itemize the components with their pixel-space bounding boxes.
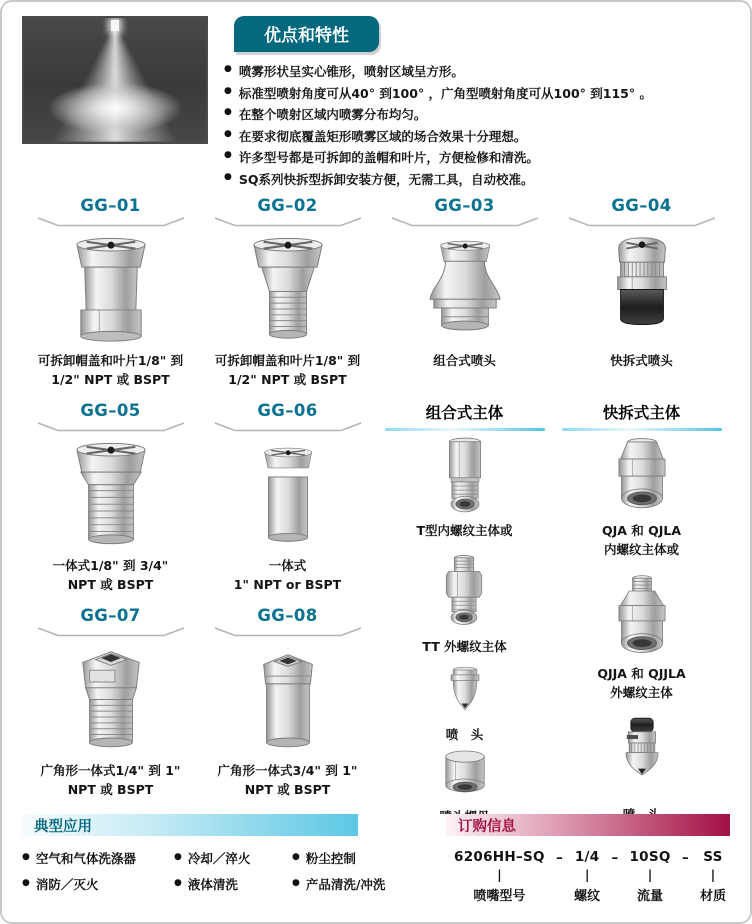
order-part-material: SS | 材质	[699, 849, 726, 904]
product-caption: 广角形一体式1/4" 到 1" NPT 或 BSPT	[40, 763, 181, 798]
feature-text: SQ系列快拆型拆卸安装方便，无需工具，自动校准。	[238, 171, 534, 187]
features-list	[224, 61, 732, 190]
bracket-line	[212, 421, 364, 433]
bullet-icon: ●	[224, 171, 232, 182]
bullet-icon: ●	[22, 852, 30, 862]
bullet-icon: ●	[224, 64, 232, 74]
gg02-product-image	[229, 231, 347, 347]
ordering-title-bar: 订购信息	[446, 814, 730, 836]
product-card-gg01	[35, 196, 187, 401]
product-id: GG–08	[257, 606, 318, 625]
combo-tip-image	[430, 663, 500, 723]
product-caption: 广角形一体式3/4" 到 1" NPT 或 BSPT	[217, 763, 358, 798]
application-item: ● 液体清洗	[174, 877, 238, 893]
product-id: GG–02	[257, 196, 318, 215]
feature-text: 许多型号都是可拆卸的盖帽和叶片，方便检修和清洗。	[238, 150, 539, 165]
application-item: ● 消防／灭火	[22, 877, 99, 893]
feature-text: 喷雾形状呈实心锥形，喷射区域呈方形。	[238, 64, 464, 79]
product-id: GG–03	[434, 196, 495, 215]
product-caption: 可拆卸帽盖和叶片1/8" 到 1/2" NPT 或 BSPT	[214, 353, 361, 388]
gg05-product-image	[52, 436, 170, 552]
application-item: ● 空气和气体洗涤器	[22, 851, 136, 866]
gg04-product-image	[583, 231, 701, 347]
item-caption: QJJA 和 QJJLA 外螺纹主体	[597, 666, 686, 701]
feature-item	[224, 61, 732, 83]
application-item: ● 粉尘控制	[292, 851, 356, 866]
tt-body-image	[423, 553, 505, 635]
quick-section-header	[562, 401, 722, 435]
quick-tip-image	[602, 715, 682, 803]
grid-column-3	[376, 196, 553, 835]
ordering-info-block	[446, 814, 730, 922]
features-panel	[224, 16, 732, 190]
applications-list	[22, 851, 414, 894]
product-caption: 快拆式喷头	[610, 353, 673, 368]
order-part-model: 6206HH–SQ | 喷嘴型号	[454, 849, 545, 904]
features-title-badge: 优点和特性	[234, 16, 379, 52]
spray-pattern-photo	[22, 16, 208, 144]
nozzle-nut-image	[425, 745, 505, 805]
item-caption: TT 外螺纹主体	[422, 639, 507, 654]
qjja-body-image	[595, 573, 689, 662]
product-card-gg08	[212, 606, 364, 818]
feature-text: 在整个喷射区域内喷雾分布均匀。	[238, 107, 427, 122]
connector-pipe: |	[584, 868, 590, 882]
product-card-gg03	[389, 196, 541, 401]
bracket-line	[212, 626, 364, 638]
bottom-section	[2, 814, 750, 922]
bullet-icon: ●	[292, 852, 300, 862]
connector-pipe: |	[647, 868, 653, 882]
ordering-code-breakdown	[446, 836, 730, 904]
bullet-icon: ●	[224, 150, 232, 160]
product-grid	[2, 190, 750, 835]
feature-item	[224, 147, 732, 169]
code-separator: –	[681, 850, 689, 866]
combo-item-tip	[430, 663, 500, 745]
section-underline	[385, 428, 545, 431]
grid-column-1	[22, 196, 199, 835]
code-separator: –	[611, 850, 619, 866]
feature-text: 标准型喷射角度可从40° 到100° ，广角型喷射角度可从100° 到115° 。	[238, 85, 652, 101]
bracket-line	[389, 216, 541, 228]
product-card-gg04	[566, 196, 718, 401]
product-card-gg02	[212, 196, 364, 401]
product-caption: 组合式喷头	[433, 353, 496, 368]
combo-section-header	[385, 401, 545, 435]
bullet-icon: ●	[224, 85, 232, 96]
quick-item-qjja	[595, 573, 689, 715]
bullet-icon: ●	[224, 107, 232, 117]
order-part-flow: 10SQ | 流量	[629, 849, 671, 904]
connector-pipe: |	[710, 868, 716, 882]
gg06-product-image	[229, 436, 347, 552]
t-body-image	[424, 435, 506, 519]
gg08-product-image	[229, 641, 347, 757]
connector-pipe: |	[497, 868, 502, 882]
combo-item-t-body	[416, 435, 512, 553]
spray-cloud-graphic	[31, 65, 198, 137]
section-underline	[562, 428, 722, 431]
product-id: GG–01	[80, 196, 141, 215]
product-card-gg05	[35, 401, 187, 606]
typical-applications-block	[22, 814, 414, 922]
bracket-line	[566, 216, 718, 228]
bracket-line	[35, 421, 187, 433]
bracket-line	[35, 216, 187, 228]
item-caption: 喷 头	[445, 727, 484, 742]
nozzle-in-photo	[111, 20, 119, 31]
bullet-icon: ●	[22, 878, 30, 889]
bracket-line	[35, 626, 187, 638]
product-id: GG–07	[80, 606, 141, 625]
product-id: GG–06	[257, 401, 318, 420]
product-caption: 一体式 1" NPT or BSPT	[233, 558, 342, 593]
feature-item	[224, 83, 732, 105]
product-caption: 一体式1/8" 到 3/4" NPT 或 BSPT	[52, 558, 169, 593]
feature-text: 在要求彻底覆盖矩形喷雾区域的场合效果十分理想。	[238, 128, 527, 144]
item-caption: QJA 和 QJLA 内螺纹主体或	[601, 523, 682, 558]
product-caption: 可拆卸帽盖和叶片1/8" 到 1/2" NPT 或 BSPT	[37, 353, 184, 388]
bullet-icon: ●	[224, 128, 232, 139]
quick-item-qja	[595, 435, 689, 573]
application-item: ● 产品清洗/冲洗	[292, 877, 386, 893]
top-section	[2, 2, 750, 190]
feature-item	[224, 126, 732, 148]
product-card-gg07	[35, 606, 187, 818]
grid-column-4	[553, 196, 730, 835]
grid-column-2	[199, 196, 376, 835]
bullet-icon: ●	[292, 878, 300, 889]
combo-item-tt-body	[422, 553, 506, 663]
gg03-product-image	[406, 231, 524, 347]
qja-body-image	[595, 435, 689, 519]
section-title: 组合式主体	[425, 404, 504, 422]
order-part-thread: 1/4 | 螺纹	[574, 849, 601, 904]
product-card-gg06	[212, 401, 364, 606]
product-id: GG–05	[80, 401, 141, 420]
section-title: 快拆式主体	[602, 404, 681, 422]
gg01-product-image	[52, 231, 170, 347]
feature-item	[224, 169, 732, 191]
bullet-icon: ●	[174, 878, 182, 889]
bullet-icon: ●	[174, 852, 182, 862]
feature-item	[224, 104, 732, 126]
item-caption: T型内螺纹主体或	[416, 523, 513, 538]
code-separator: –	[556, 850, 563, 866]
application-item: ● 冷却／淬火	[174, 851, 251, 866]
bracket-line	[212, 216, 364, 228]
gg07-product-image	[52, 641, 170, 757]
product-id: GG–04	[611, 196, 672, 215]
applications-title-bar: 典型应用	[22, 814, 358, 836]
